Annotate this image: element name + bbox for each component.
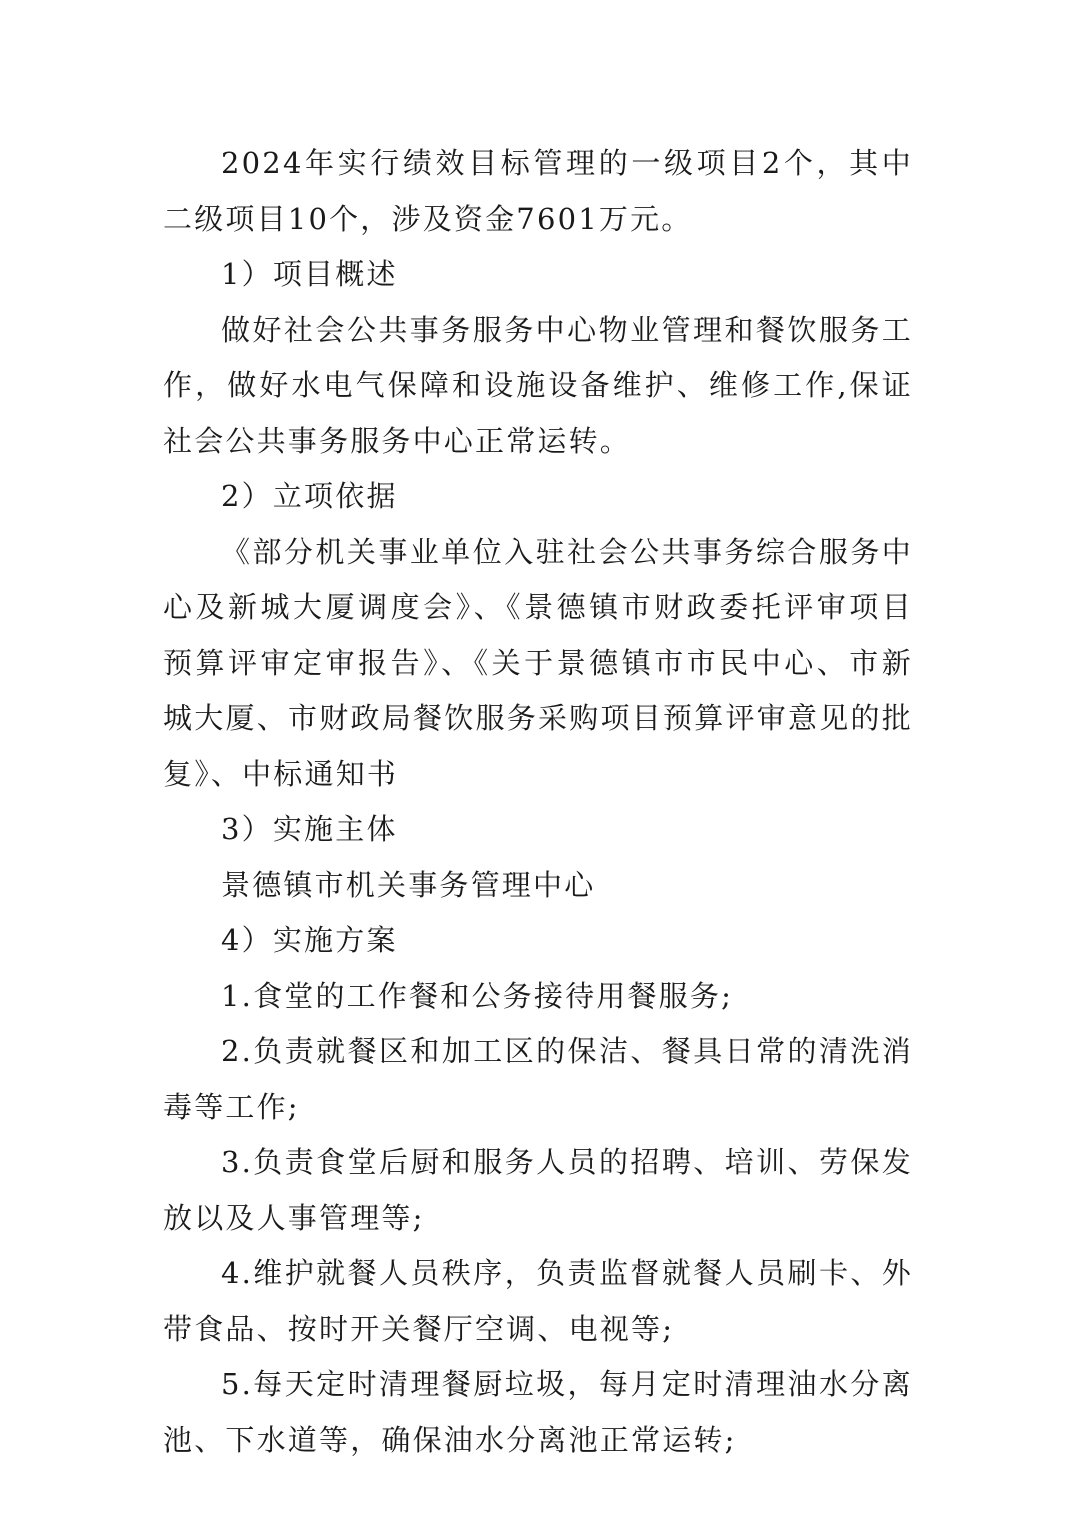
section-heading-overview: 1）项目概述 [221, 257, 398, 291]
intro-paragraph: 2024年实行绩效目标管理的一级项目2个，其中二级项目10个，涉及资金7601万元。 [163, 146, 913, 236]
section-heading-basis: 2）立项依据 [221, 479, 398, 513]
entity-paragraph: 景德镇市机关事务管理中心 [221, 867, 596, 902]
plan-item-4: 4.维护就餐人员秩序，负责监督就餐人员刷卡、外带食品、按时开关餐厅空调、电视等; [163, 1256, 913, 1346]
basis-paragraph: 《部分机关事业单位入驻社会公共事务综合服务中心及新城大厦调度会》、《景德镇市财政委托评审项目预算评审定审报告》、《关于景德镇市市民中心、市新城大厦、市财政局餐饮服务采购项目预算评审意见的批复》、中标通知书 [163, 534, 913, 791]
plan-item-1: 1.食堂的工作餐和公务接待用餐服务; [221, 978, 734, 1013]
plan-item-2: 2.负责就餐区和加工区的保洁、餐具日常的清洗消毒等工作; [163, 1034, 913, 1124]
document-body [163, 136, 913, 1468]
plan-item-3: 3.负责食堂后厨和服务人员的招聘、培训、劳保发放以及人事管理等; [163, 1145, 913, 1235]
section-heading-entity: 3）实施主体 [221, 812, 398, 846]
section-heading-plan: 4）实施方案 [221, 923, 398, 957]
plan-item-5: 5.每天定时清理餐厨垃圾，每月定时清理油水分离池、下水道等，确保油水分离池正常运转; [163, 1367, 913, 1457]
overview-paragraph: 做好社会公共事务服务中心物业管理和餐饮服务工作，做好水电气保障和设施设备维护、维修工作,保证社会公共事务服务中心正常运转。 [163, 312, 913, 458]
